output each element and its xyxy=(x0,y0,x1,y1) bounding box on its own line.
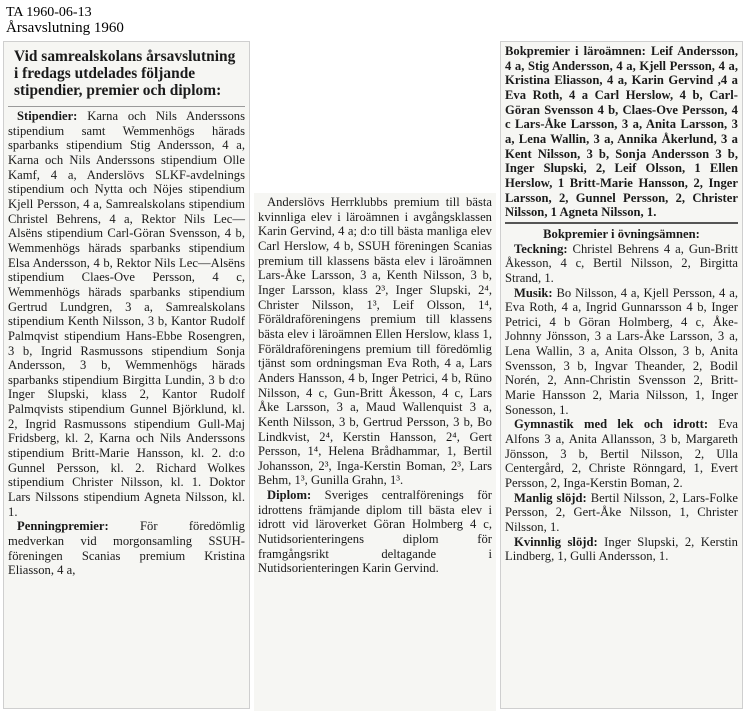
musik-paragraph xyxy=(505,286,738,418)
column-left xyxy=(3,41,250,709)
diplom-label: Diplom: xyxy=(267,488,312,503)
manlig-slojd-paragraph xyxy=(505,491,738,535)
diplom-paragraph xyxy=(258,488,492,576)
column-middle xyxy=(254,193,496,711)
kvinnlig-slojd-label: Kvinnlig slöjd: xyxy=(514,534,598,549)
clipping-title: Årsavslutning 1960 xyxy=(6,20,124,36)
musik-text: Bo Nilsson, 4 a, Kjell Persson, 4 a, Eva Roth, 4 a, Ingrid Gunnarsson 4 b, Inger Petrici, 4 b Göran Holmberg, 4 c, Åke-Johnny Jönsson, 3 a Lars-Åke Larsson, 3 a, Lena Wallin, 3 a, Anita Olsson, 3 b, Anita Svensson, 3 b, Ingvar Theander, 2, Bodil Norén, 2, Ann-Christin Svensson 2, Britt-Marie Hansson 2, Maria Nilsson, 1, Inger Sonesson, 1. xyxy=(505,285,738,417)
ovningsamnen-heading xyxy=(505,227,738,242)
teckning-label: Teckning: xyxy=(514,241,568,256)
manlig-slojd-label: Manlig slöjd: xyxy=(514,490,587,505)
gymnastik-paragraph xyxy=(505,417,738,490)
divider xyxy=(505,222,738,224)
teckning-paragraph xyxy=(505,242,738,286)
premier-paragraph: Anderslövs Herrklubbs premium till bästa kvinnliga elev i läroämnen i avgångsklassen Karin Gervind, 4 a; d:o till bästa manliga elev Carl Herslow, 4 b, SSUH föreningen Scanias premium till klassens bästa elev i läroämnen Lars-Åke Larsson, 3 a, Kenth Nilsson, 3 b, Inger Larsson, klass 2³, Inger Slupski, 2⁴, Christer Nilsson, 1³, Leif Olsson, 1⁴, Föräldraföreningens premium till klassens bästa elev i läroämnen Ellen Herslow, klass 1, Föräldraföreningens premium till föredömlig tjänst som ordningsman Eva Roth, 4 a, Lars Anders Hansson, 4 b, Inger Petrici, 4 b, Rüno Nilsson, 4 c, Gun-Britt Åkesson, 4 c, Lars Åke Larsson, 3 a, Maud Wallenquist 3 a, Kenth Nilsson, 3 b, Gertrud Persson, 3 b, Bo Lindkvist, 2⁴, Kerstin Hansson, 2⁴, Gert Persson, 1⁴, Helena Brådhammar, 1, Bertil Johansson, 2³, Inga-Kerstin Boman, 2³, Lars Behm, 1³, Gunilla Grahn, 1³. xyxy=(258,195,492,488)
column-right xyxy=(500,41,743,709)
kvinnlig-slojd-paragraph xyxy=(505,535,738,564)
stipendier-text: Karna och Nils Anderssons stipendium samt Wemmenhögs härads sparbanks stipendium Stig Andersson, 4 a, Karna och Nils Anderssons stipendium Olle Kamf, 4 a, Anderslövs SLKF-avdelnings stipendium och Nytta och Nöjes stipendium Kjell Persson, 4 a, Samrealskolans stipendium Christel Behrens, 4 a, Rektor Nils Lec—Alsëns stipendium Carl-Göran Svensson, 4 b, Wemmenhögs härads sparbanks stipendium Elsa Andersson, 4 b, Rektor Nils Lec—Alsëns stipendium Claes-Ove Persson, 4 c, Wemmenhögs härads sparbanks stipendium Gertrud Lundgren, 3 a, Samrealskolans stipendium Kenth Nilsson, 3 b, Kantor Rudolf Palmqvist stipendium Hans-Ebbe Rosengren, 3 b, Ingrid Rasmussons stipendium Sonja Andersson, 3 b, Wemmenhögs härads sparbanks stipendium Birgitta Lundin, 3 b d:o Inger Slupski, klass 2, Kantor Rudolf Palmqvists stipendium Gunnel Björklund, kl. 2, Ingrid Rasmussons stipendium Gull-Maj Fridsberg, kl. 2, Karna och Nils Anderssons stipendium Britt-Marie Hansson, kl. 2. d:o Gunnel Persson, kl. 2. Richard Wolkes stipendium Christer Nilsson, kl. 1. Doktor Lars Nilssons stipendium Agneta Nilsson, kl. 1. xyxy=(8,109,246,519)
gymnastik-text: Eva Alfons 3 a, Anita Allansson, 3 b, Margareth Jönsson, 3 b, Bertil Nilsson, 2, Ulla Centergård, 2, Christe Rönngard, 1, Evert Persson, 2, Inga-Kerstin Boman, 2. xyxy=(505,417,738,491)
article-lead: Vid samrealskolans årsavslutning i fredags utdelades följande stipendier, premier och diplom: xyxy=(14,48,236,99)
gymnastik-label: Gymnastik med lek och idrott: xyxy=(514,417,709,432)
stipendier-paragraph xyxy=(8,109,245,519)
teckning-text: Christel Behrens 4 a, Gun-Britt Åkesson, 4 c, Bertil Nilsson, 2, Birgitta Strand, 1. xyxy=(505,241,738,285)
stipendier-label: Stipendier: xyxy=(17,109,78,123)
bokpremier-laroamnen-paragraph xyxy=(505,44,738,220)
divider xyxy=(8,106,245,107)
penningpremier-label: Penningpremier: xyxy=(17,519,109,534)
ovningsamnen-heading-text: Bokpremier i övningsämnen: xyxy=(543,226,700,241)
manlig-slojd-text: Bertil Nilsson, 2, Lars-Folke Persson, 2, Gert-Åke Nilsson, 1, Christer Nilsson, 1. xyxy=(505,490,739,534)
diplom-text: Sveriges centralförenings för idrottens främjande diplom till bästa elev i idrott vid läroverket Göran Holmberg 4 c, Nutidsorienteringens diplom för framgångsrikt deltagande i Nutidsorienteringen Karin Gervind. xyxy=(258,488,492,576)
kvinnlig-slojd-text: Inger Slupski, 2, Kerstin Lindberg, 1, Gulli Andersson, 1. xyxy=(505,534,738,564)
bokpremier-laroamnen-text: Leif Andersson, 4 a, Stig Andersson, 4 a, Kjell Persson, 4 a, Kristina Eliasson, 4 a, Karin Gervind ,4 a Eva Roth, 4 a Carl Herslow, 4 b, Carl-Göran Svensson 4 b, Claes-Ove Persson, 4 c Lars-Åke Larsson, 3 a, Anita Larsson, 3 a, Lena Wallin, 3 a, Annika Åkerlund, 3 a Kent Nilsson, 3 b, Sonja Andersson 3 b, Inger Slupski, 2, Leif Olsson, 1 Ellen Herslow, 1 Britt-Marie Hansson, 2, Inger Larsson, 2, Gunnel Persson, 2, Christer Nilsson, 1 Agneta Nilsson, 1. xyxy=(505,44,739,220)
penningpremier-text: För föredömlig medverkan vid morgonsamling SSUH-föreningen Scanias premium Kristina Eliasson, 4 a, xyxy=(8,519,245,578)
clipping-source: TA 1960-06-13 xyxy=(6,5,92,20)
penningpremier-paragraph xyxy=(8,519,245,578)
bokpremier-laroamnen-label: Bokpremier i läroämnen: xyxy=(505,44,646,58)
musik-label: Musik: xyxy=(514,285,553,300)
